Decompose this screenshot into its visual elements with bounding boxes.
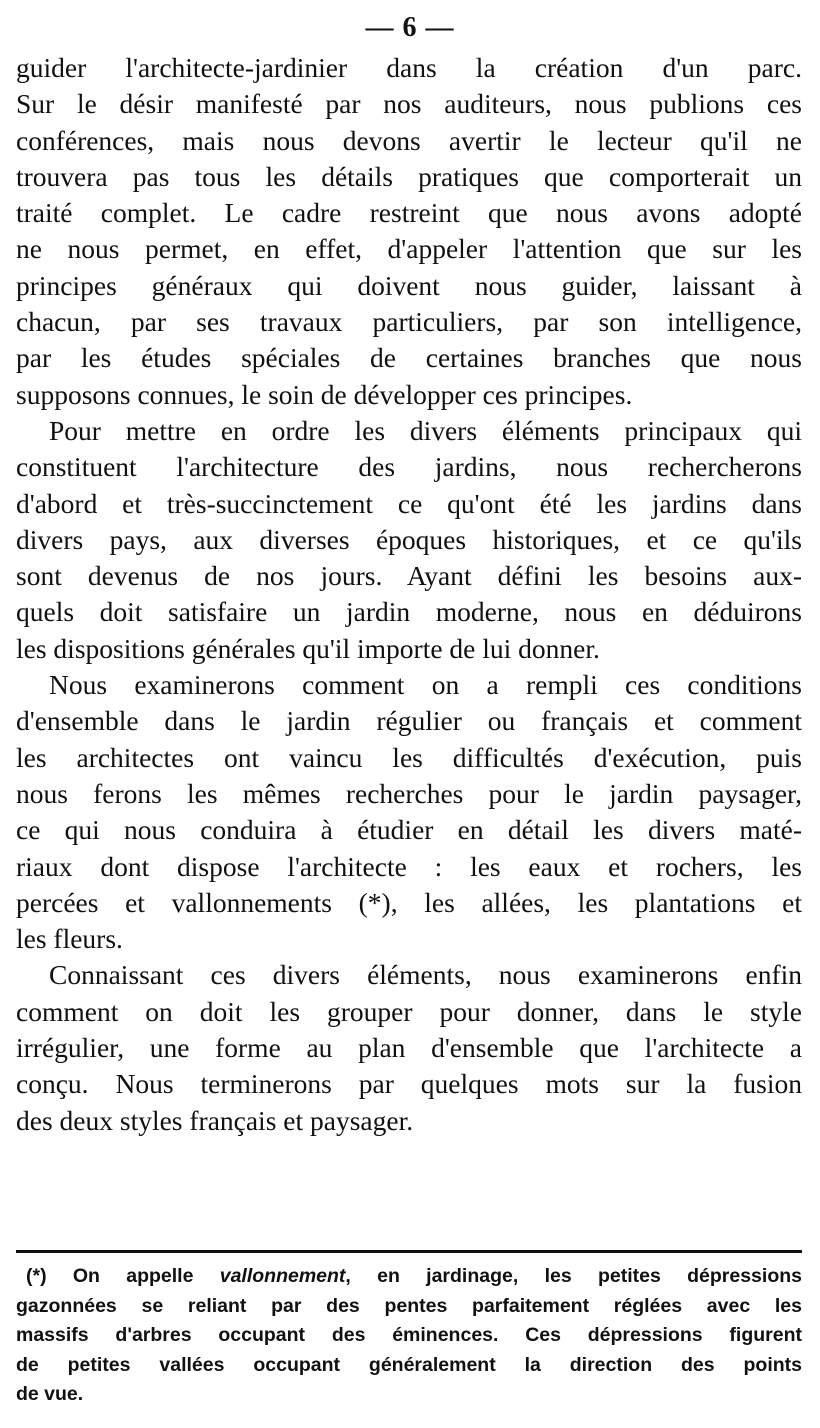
footnote-text: , en jardinage, les petites dépressions <box>345 1265 802 1287</box>
text-line: guider l'architecte-jardinier dans la création d'un parc. <box>16 52 802 83</box>
text-line: irrégulier, une forme au plan d'ensemble que l'architecte a <box>16 1032 802 1064</box>
text-line: traité complet. Le cadre restreint que nous avons adopté <box>16 197 802 229</box>
text-line: Nous examinerons comment on a rempli ces conditions <box>49 669 802 701</box>
text-line: les architectes ont vaincu les difficultés d'exécution, puis <box>16 741 802 773</box>
paragraph-4 <box>16 957 802 1138</box>
text-line: Pour mettre en ordre les divers éléments principaux qui <box>49 414 802 446</box>
text-line: ne nous permet, en effet, d'appeler l'attention que sur les <box>16 233 802 265</box>
text-line: chacun, par ses travaux particuliers, par son intelligence, <box>16 306 802 338</box>
body-text <box>16 50 802 1139</box>
text-line: les dispositions générales qu'il importe de lui donner. <box>16 632 600 664</box>
footnote-line: massifs d'arbres occupant des éminences. Ces dépressions figurent <box>16 1324 802 1346</box>
text-line: ce qui nous conduira à étudier en détail les divers maté- <box>16 814 802 846</box>
text-line: trouvera pas tous les détails pratiques que comporterait un <box>16 160 802 192</box>
text-line: sont devenus de nos jours. Ayant défini les besoins aux- <box>16 560 802 592</box>
page-number: — 6 — <box>365 12 455 43</box>
text-line: d'ensemble dans le jardin régulier ou français et comment <box>16 705 802 737</box>
footnote-marker: (*) <box>26 1265 47 1287</box>
text-line: conçu. Nous terminerons par quelques mots sur la fusion <box>16 1068 802 1100</box>
text-line: Sur le désir manifesté par nos auditeurs, nous publions ces <box>16 88 802 120</box>
text-line: riaux dont dispose l'architecte : les eaux et rochers, les <box>16 850 802 882</box>
text-line: par les études spéciales de certaines branches que nous <box>16 342 802 374</box>
footnote-divider <box>16 1250 802 1253</box>
text-line: constituent l'architecture des jardins, nous rechercherons <box>16 451 802 483</box>
paragraph-3 <box>16 667 802 957</box>
footnote-text: On appelle <box>46 1265 220 1287</box>
paragraph-2 <box>16 413 802 667</box>
text-line: principes généraux qui doivent nous guider, laissant à <box>16 269 802 301</box>
text-line: divers pays, aux diverses époques historiques, et ce qu'ils <box>16 523 802 555</box>
paragraph-1 <box>16 50 802 413</box>
text-line: percées et vallonnements (*), les allées, les plantations et <box>16 886 802 918</box>
footnote-line: gazonnées se reliant par des pentes parfaitement réglées avec les <box>16 1294 802 1317</box>
text-line: d'abord et très-succinctement ce qu'ont été les jardins dans <box>16 487 802 519</box>
footnote-line: de vue. <box>16 1383 84 1405</box>
footnote-term: vallonnement <box>219 1265 346 1287</box>
text-line: comment on doit les grouper pour donner, dans le style <box>16 995 802 1027</box>
text-line: nous ferons les mêmes recherches pour le jardin paysager, <box>16 777 802 809</box>
footnote <box>16 1262 802 1410</box>
text-line: supposons connues, le soin de développer ces principes. <box>16 378 633 410</box>
text-line: les fleurs. <box>16 923 123 955</box>
footnote-line <box>16 1262 802 1292</box>
footnote-line: de petites vallées occupant généralement la direction des points <box>16 1353 802 1376</box>
text-line: quels doit satisfaire un jardin moderne, nous en déduirons <box>16 596 802 628</box>
text-line: conférences, mais nous devons avertir le lecteur qu'il ne <box>16 124 802 156</box>
text-line: des deux styles français et paysager. <box>16 1104 414 1136</box>
text-line: Connaissant ces divers éléments, nous examinerons enfin <box>49 959 802 991</box>
